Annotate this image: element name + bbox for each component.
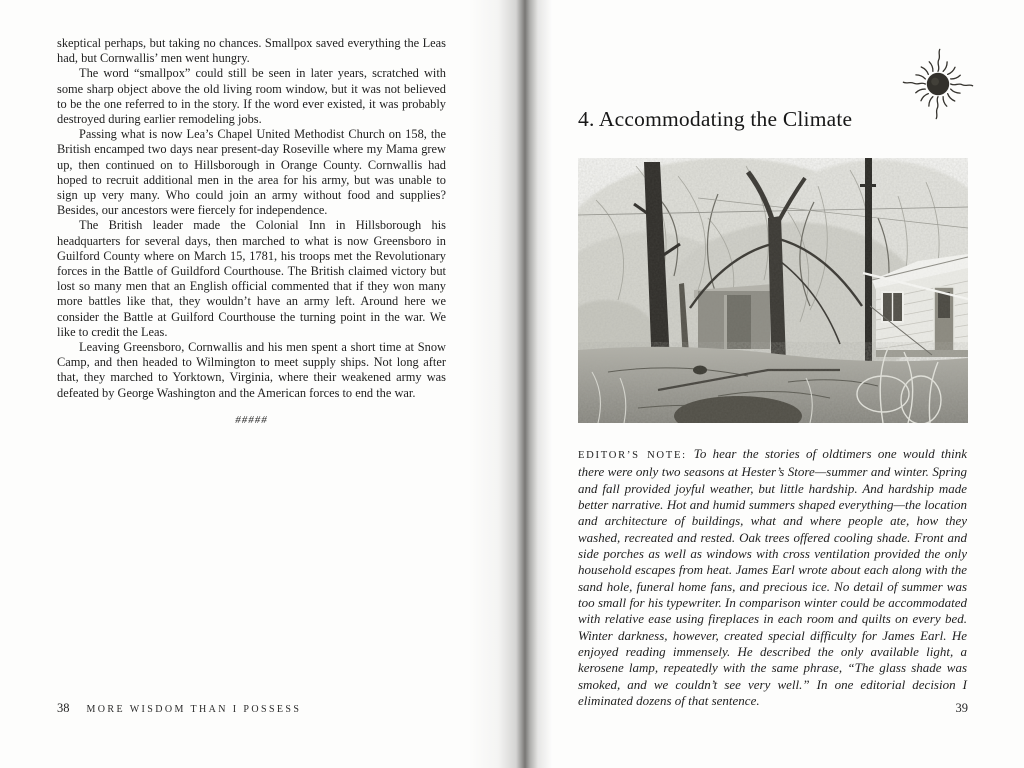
editors-note (578, 446, 967, 710)
body-paragraph: The word “smallpox” could still be seen in later years, scratched with some sharp object above the old living room window, but it was not believed to be the one referred to in the story. If the word ever existed, it was probably destroyed during earlier remodeling jobs. (57, 66, 446, 127)
running-footer (57, 701, 301, 716)
body-text (57, 36, 446, 426)
body-paragraph: Passing what is now Lea’s Chapel United Methodist Church on 158, the British encamped two days near present-day Roseville where my Mama grew up, then continued on to Hillsborough in Orange County. Cornwallis had hoped to recruit additional men in the area for his army, but was unable to sign up very many. Who could join an army without food and supplies? Besides, our ancestors were fiercely for independence. (57, 127, 446, 218)
section-break: ##### (235, 413, 268, 426)
running-book-title: MORE WISDOM THAN I POSSESS (86, 704, 302, 715)
page-number-left: 38 (57, 701, 70, 715)
editors-note-text: To hear the stories of oldtimers one would think there were only two seasons at Hester’s Store—summer and winter. Spring and fall provided joyful weather, but little hardship. And hardship made better narrative. Hot and humid summers shaped everything—the location and architecture of buildings, what and where people ate, how they washed, recreated and rested. Oak trees offered cooling shade. Front and side porches as well as windows with cross ventilation provided the only household escapes from heat. James Earl wrote about each along with the sand hole, funeral home fans, and precious ice. No detail of summer was too small for his typewriter. In comparison winter could be accommodated with relative ease using fireplaces in each room and quilts on every bed. Winter darkness, however, created special difficulty for James Earl. He enjoyed reading immensely. He described the only available light, a kerosene lamp, repeatedly with the same phrase, “The glass shade was smoked, and we couldn’t see very well.” In one editorial decision I eliminated dozens of that sentence. (578, 446, 967, 709)
sun-ornament-icon (899, 44, 977, 124)
page-number-right: 39 (955, 701, 968, 715)
editors-note-label: EDITOR’S NOTE: (578, 450, 687, 461)
body-paragraph: The British leader made the Colonial Inn in Hillsborough his headquarters for several days, then marched to what is now Greensboro in Guilford County where on March 15, 1781, his troops met the Revolutionary forces in the Battle of Guildford Courthouse. The British claimed victory but lost so many men that an English official commented that if they won many more battles like that, they wouldn’t have an army left. Around here we consider the Battle at Guilford Courthouse the turning point in the war. We like to credit the Leas. (57, 218, 446, 339)
chapter-title: 4. Accommodating the Climate (578, 107, 853, 131)
body-paragraph: Leaving Greensboro, Cornwallis and his men spent a short time at Snow Camp, and then headed to Wilmington to meet supply ships. Not long after that, they marched to Yorktown, Virginia, where their weakened army was defeated by George Washington and the American forces to end the war. (57, 340, 446, 400)
book-gutter-shadow (468, 0, 568, 768)
body-paragraph: skeptical perhaps, but taking no chances. Smallpox saved everything the Leas had, but Cornwallis’ men went hungry. (57, 36, 446, 66)
ice-storm-photo (578, 158, 968, 423)
